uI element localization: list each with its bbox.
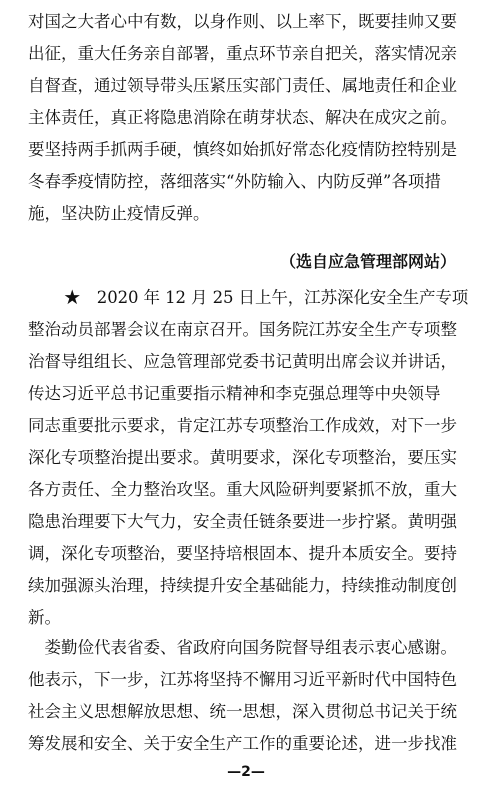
text-line: 同志重要批示要求，肯定江苏专项整治工作成效，对下一步 [28,416,457,435]
paragraph-2 [28,282,468,634]
text-line: 续加强源头治理，持续提升安全基础能力，持续推动制度创 [28,576,457,595]
text-line: 调，深化专项整治，要坚持培根固本、提升本质安全。要持 [28,544,457,563]
page-number: —2— [227,764,265,780]
text-line: 出征，重大任务亲自部署，重点环节亲自把关，落实情况亲 [28,44,457,63]
text-line: 自督查，通过领导带头压紧压实部门责任、属地责任和企业 [28,76,457,95]
paragraph-1 [28,6,468,230]
text-line: 对国之大者心中有数，以身作则、以上率下，既要挂帅又要 [28,12,457,31]
text-line: 娄勤俭代表省委、省政府向国务院督导组表示衷心感谢。 [28,638,457,657]
source-attribution: （选自应急管理部网站） [280,252,457,271]
paragraph-3 [28,632,468,760]
text-line: 各方责任、全力整治攻坚。重大风险研判要紧抓不放，重大 [28,480,457,499]
text-line: 筹发展和安全、关于安全生产工作的重要论述，进一步找准 [28,734,457,753]
text-line: 深化专项整治提出要求。黄明要求，深化专项整治，要压实 [28,448,457,467]
text-line: ★ 2020 年 12 月 25 日上午，江苏深化安全生产专项 [64,288,469,307]
text-line: 主体责任，真正将隐患消除在萌芽状态、解决在成灾之前。 [28,108,457,127]
text-line: 社会主义思想解放思想、统一思想，深入贯彻总书记关于统 [28,702,457,721]
text-line: 传达习近平总书记重要指示精神和李克强总理等中央领导 [28,384,441,403]
text-line: 隐患治理要下大气力，安全责任链条要进一步拧紧。黄明强 [28,512,457,531]
text-line: 冬春季疫情防控，落细落实“外防输入、内防反弹”各项措 [28,172,441,191]
text-line: 要坚持两手抓两手硬，慎终如始抓好常态化疫情防控特别是 [28,140,457,159]
text-line: 新。 [28,608,61,627]
text-line: 整治动员部署会议在南京召开。国务院江苏安全生产专项整 [28,320,457,339]
text-line: 治督导组组长、应急管理部党委书记黄明出席会议并讲话， [28,352,457,371]
text-line: 他表示，下一步，江苏将坚持不懈用习近平新时代中国特色 [28,670,457,689]
text-line: 施，坚决防止疫情反弹。 [28,204,210,223]
